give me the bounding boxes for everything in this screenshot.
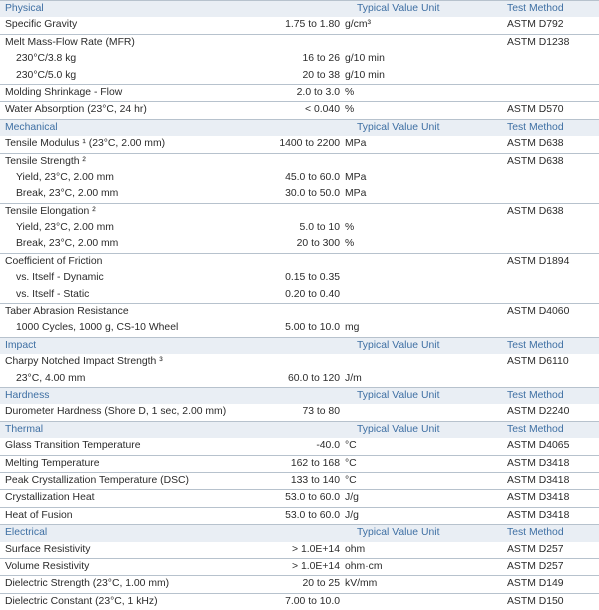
- property-value: 133 to 140: [290, 474, 340, 486]
- property-unit: J/m: [345, 372, 362, 384]
- column-header-test-method: Test Method: [507, 339, 564, 351]
- section-header: [0, 387, 599, 404]
- property-name: Heat of Fusion: [5, 509, 73, 521]
- property-value: 20 to 38: [302, 69, 340, 81]
- property-value: 16 to 26: [302, 53, 340, 65]
- section-title: Electrical: [5, 527, 48, 539]
- property-name: vs. Itself - Static: [16, 288, 90, 300]
- property-subrow: [0, 186, 599, 202]
- property-value: 53.0 to 60.0: [285, 509, 340, 521]
- section-title: Physical: [5, 3, 44, 14]
- column-header-typical-value: Typical Value: [357, 527, 419, 539]
- property-row: [0, 558, 599, 575]
- column-header-unit: Unit: [421, 121, 440, 133]
- property-row: [0, 575, 599, 592]
- section-header: [0, 421, 599, 438]
- column-header-unit: Unit: [421, 527, 440, 539]
- property-test-method: ASTM D638: [507, 205, 564, 217]
- property-test-method: ASTM D2240: [507, 406, 570, 418]
- property-name: vs. Itself - Dynamic: [16, 272, 104, 284]
- property-value: 20 to 300: [296, 238, 340, 250]
- property-name: Melt Mass-Flow Rate (MFR): [5, 36, 135, 48]
- property-test-method: ASTM D570: [507, 104, 564, 116]
- property-unit: MPa: [345, 138, 367, 150]
- property-name: Glass Transition Temperature: [5, 440, 141, 452]
- column-header-typical-value: Typical Value: [357, 423, 419, 435]
- property-value: -40.0: [316, 440, 340, 452]
- property-name: Break, 23°C, 2.00 mm: [16, 238, 119, 250]
- property-test-method: ASTM D638: [507, 138, 564, 150]
- property-value: 162 to 168: [290, 457, 340, 469]
- property-value: 73 to 80: [302, 406, 340, 418]
- column-header-test-method: Test Method: [507, 389, 564, 401]
- property-row: [0, 303, 599, 320]
- property-row: [0, 203, 599, 220]
- property-name: Tensile Strength ²: [5, 155, 86, 167]
- property-test-method: ASTM D150: [507, 595, 564, 607]
- property-subrow: [0, 320, 599, 336]
- property-unit: mg: [345, 322, 360, 334]
- section-thermal: [0, 421, 599, 524]
- property-test-method: ASTM D3418: [507, 457, 570, 469]
- property-name: Charpy Notched Impact Strength ³: [5, 356, 163, 368]
- section-header: [0, 337, 599, 354]
- property-name: Tensile Modulus ¹ (23°C, 2.00 mm): [5, 138, 166, 150]
- section-header: [0, 524, 599, 541]
- property-row: [0, 101, 599, 118]
- property-unit: g/10 min: [345, 69, 385, 81]
- property-value: 5.00 to 10.0: [285, 322, 340, 334]
- column-header-test-method: Test Method: [507, 3, 564, 14]
- property-name: Surface Resistivity: [5, 543, 91, 555]
- property-subrow: [0, 287, 599, 303]
- property-test-method: ASTM D4065: [507, 440, 570, 452]
- column-header-typical-value: Typical Value: [357, 339, 419, 351]
- property-unit: °C: [345, 440, 357, 452]
- property-name: Melting Temperature: [5, 457, 100, 469]
- property-row: [0, 472, 599, 489]
- property-name: 230°C/3.8 kg: [16, 53, 77, 65]
- property-row: [0, 438, 599, 454]
- property-value: 60.0 to 120: [288, 372, 340, 384]
- property-name: Volume Resistivity: [5, 560, 90, 572]
- column-header-typical-value: Typical Value: [357, 389, 419, 401]
- property-row: [0, 84, 599, 101]
- column-header-typical-value: Typical Value: [357, 121, 419, 133]
- property-row: [0, 404, 599, 420]
- column-header-unit: Unit: [421, 339, 440, 351]
- property-unit: MPa: [345, 171, 367, 183]
- property-value: 1.75 to 1.80: [285, 19, 340, 31]
- property-value: 20 to 25: [302, 578, 340, 590]
- property-name: Tensile Elongation ²: [5, 205, 96, 217]
- section-impact: [0, 337, 599, 387]
- property-name: Specific Gravity: [5, 19, 78, 31]
- property-subrow: [0, 371, 599, 387]
- property-unit: %: [345, 104, 355, 116]
- property-test-method: ASTM D638: [507, 155, 564, 167]
- section-mechanical: [0, 119, 599, 337]
- property-unit: J/g: [345, 492, 359, 504]
- section-title: Impact: [5, 339, 37, 351]
- property-value: 53.0 to 60.0: [285, 492, 340, 504]
- property-subrow: [0, 51, 599, 67]
- column-header-test-method: Test Method: [507, 423, 564, 435]
- property-row: [0, 253, 599, 270]
- property-name: Coefficient of Friction: [5, 255, 103, 267]
- property-unit: g/10 min: [345, 53, 385, 65]
- property-name: Dielectric Strength (23°C, 1.00 mm): [5, 578, 170, 590]
- section-title: Hardness: [5, 389, 50, 401]
- property-row: [0, 455, 599, 472]
- property-name: 23°C, 4.00 mm: [16, 372, 86, 384]
- property-value: 2.0 to 3.0: [296, 86, 340, 98]
- property-unit: kV/mm: [345, 578, 378, 590]
- property-unit: %: [345, 238, 355, 250]
- property-row: [0, 507, 599, 524]
- property-test-method: ASTM D3418: [507, 474, 570, 486]
- section-title: Mechanical: [5, 121, 58, 133]
- property-value: 0.20 to 0.40: [285, 288, 340, 300]
- property-subrow: [0, 236, 599, 252]
- column-header-test-method: Test Method: [507, 121, 564, 133]
- property-name: Break, 23°C, 2.00 mm: [16, 188, 119, 200]
- property-name: 1000 Cycles, 1000 g, CS-10 Wheel: [16, 322, 179, 334]
- property-value: 0.15 to 0.35: [285, 272, 340, 284]
- section-hardness: [0, 387, 599, 421]
- property-value: > 1.0E+14: [292, 560, 340, 572]
- property-row: [0, 17, 599, 33]
- property-test-method: ASTM D4060: [507, 306, 570, 318]
- section-header: [0, 119, 599, 136]
- property-name: Durometer Hardness (Shore D, 1 sec, 2.00 mm): [5, 406, 227, 418]
- property-test-method: ASTM D1894: [507, 255, 570, 267]
- property-subrow: [0, 220, 599, 236]
- property-test-method: ASTM D3418: [507, 509, 570, 521]
- property-value: 1400 to 2200: [279, 138, 340, 150]
- property-row: [0, 542, 599, 558]
- section-header: [0, 0, 599, 17]
- property-value: 5.0 to 10: [299, 222, 340, 234]
- property-row: [0, 489, 599, 506]
- property-value: 45.0 to 60.0: [285, 171, 340, 183]
- property-unit: %: [345, 222, 355, 234]
- property-unit: ohm·cm: [345, 560, 383, 572]
- property-test-method: ASTM D6110: [507, 356, 569, 368]
- property-unit: °C: [345, 457, 357, 469]
- property-test-method: ASTM D792: [507, 19, 564, 31]
- property-name: Crystallization Heat: [5, 492, 95, 504]
- section-physical: [0, 0, 599, 119]
- property-name: Peak Crystallization Temperature (DSC): [5, 474, 190, 486]
- column-header-typical-value: Typical Value: [357, 3, 419, 14]
- property-unit: MPa: [345, 188, 367, 200]
- property-test-method: ASTM D257: [507, 560, 564, 572]
- property-value: < 0.040: [305, 104, 340, 116]
- property-unit: ohm: [345, 543, 366, 555]
- property-subrow: [0, 270, 599, 286]
- section-title: Thermal: [5, 423, 44, 435]
- column-header-unit: Unit: [421, 3, 440, 14]
- property-row: [0, 153, 599, 170]
- property-name: Yield, 23°C, 2.00 mm: [16, 222, 114, 234]
- property-name: Dielectric Constant (23°C, 1 kHz): [5, 595, 158, 607]
- property-unit: g/cm³: [345, 19, 371, 31]
- column-header-test-method: Test Method: [507, 527, 564, 539]
- column-header-unit: Unit: [421, 423, 440, 435]
- property-row: [0, 354, 599, 370]
- property-test-method: ASTM D257: [507, 543, 564, 555]
- property-unit: %: [345, 86, 355, 98]
- section-electrical: [0, 524, 599, 610]
- property-unit: °C: [345, 474, 357, 486]
- property-row: [0, 593, 599, 610]
- property-value: 7.00 to 10.0: [285, 595, 340, 607]
- property-test-method: ASTM D1238: [507, 36, 570, 48]
- column-header-unit: Unit: [421, 389, 440, 401]
- property-subrow: [0, 68, 599, 84]
- property-test-method: ASTM D3418: [507, 492, 570, 504]
- property-name: 230°C/5.0 kg: [16, 69, 77, 81]
- property-name: Molding Shrinkage - Flow: [5, 86, 123, 98]
- property-name: Yield, 23°C, 2.00 mm: [16, 171, 114, 183]
- property-name: Water Absorption (23°C, 24 hr): [5, 104, 147, 116]
- property-unit: J/g: [345, 509, 359, 521]
- property-test-method: ASTM D149: [507, 578, 564, 590]
- property-subrow: [0, 170, 599, 186]
- property-name: Taber Abrasion Resistance: [5, 306, 129, 318]
- property-row: [0, 34, 599, 51]
- property-value: 30.0 to 50.0: [285, 188, 340, 200]
- property-row: [0, 136, 599, 152]
- property-value: > 1.0E+14: [292, 543, 340, 555]
